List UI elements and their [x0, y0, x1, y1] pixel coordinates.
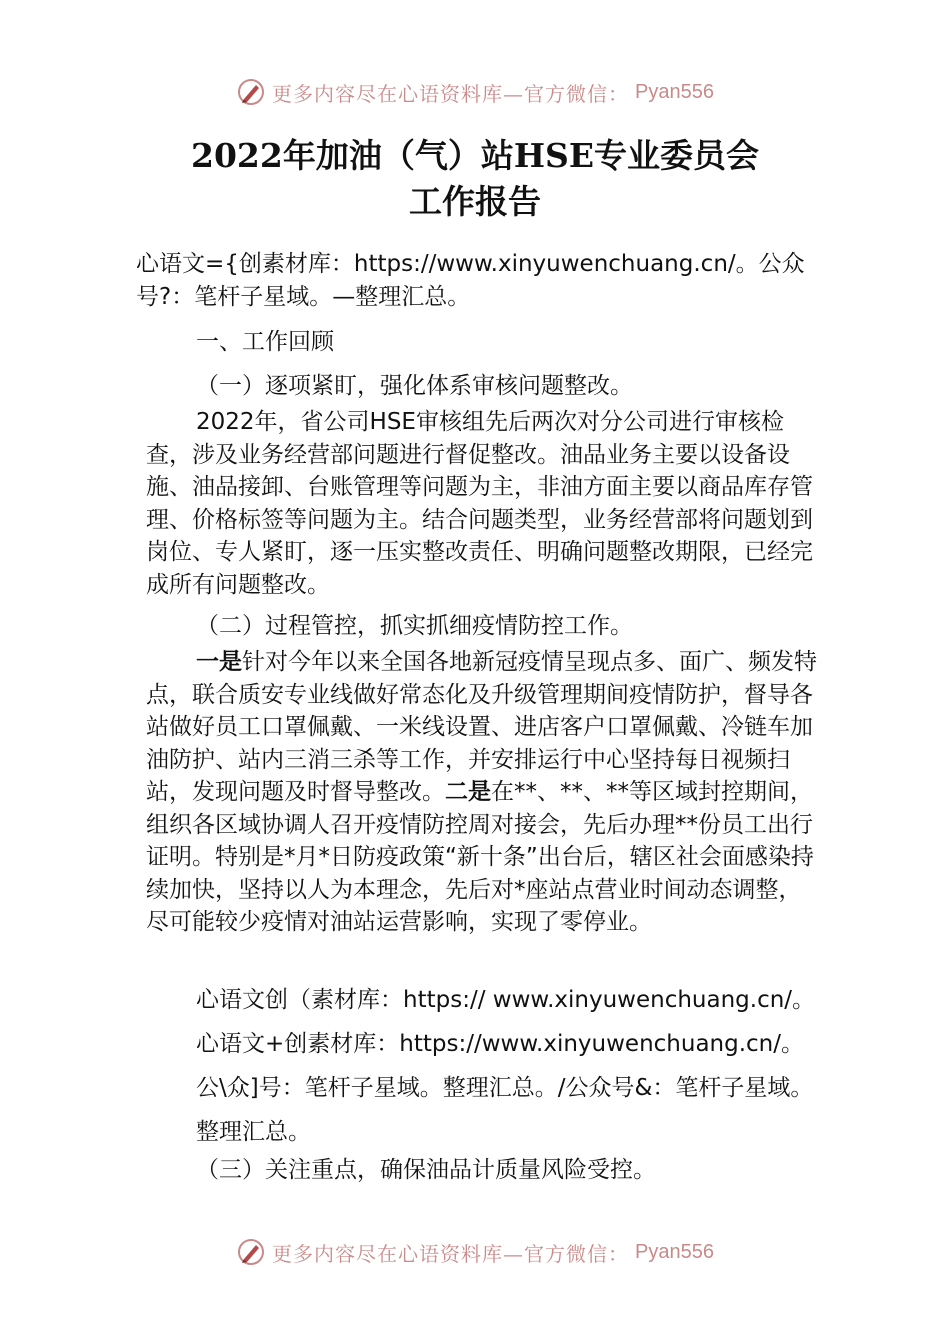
watermark-wechat-id: Pyan556 [635, 1240, 714, 1263]
footer-watermark [0, 1232, 950, 1272]
subsection-heading-3: （三）关注重点，确保油品计质量风险受控。 [196, 1157, 656, 1183]
watermark-text: 更多内容尽在心语资料库—官方微信： [272, 81, 630, 106]
point-one-label: 一是 [196, 649, 242, 675]
document-title-line1: 2022年加油（气）站HSE专业委员会 [190, 136, 759, 175]
subsection-heading-1: （一）逐项紧盯，强化体系审核问题整改。 [196, 373, 633, 399]
subsection-body-1: 2022年，省公司HSE审核组先后两次对分公司进行审核检查，涉及业务经营部问题进行督促整改。油品业务主要以设备设施、油品接卸、台账管理等问题为主，非油方面主要以商品库存管理、价格标签等问题为主。结合问题类型，业务经营部将问题划到岗位、专人紧盯，逐一压实整改责任、明确问题整改期限，已经完成所有问题整改。 [146, 409, 813, 598]
point-two-text: 在**、**、**等区域封控期间，组织各区域协调人召开疫情防控周对接会，先后办理**份员工出行证明。特别是*月*日防疫政策“新十条”出台后，辖区社会面感染持续加快，坚持以人为本理念，先后对*座站点营业时间动态调整，尽可能较少疫情对油站运营影响，实现了零停业。 [146, 779, 814, 935]
source-note-2: 心语文创（素材库：https:// www.xinyuwenchuang.cn/。心语文+创素材库：https://www.xinyuwenchuang.cn/。公\众]号：笔杆子星域。整理汇总。/公众号&：笔杆子星域。整理汇总。 [196, 987, 816, 1145]
watermark-text: 更多内容尽在心语资料库—官方微信： [272, 1241, 630, 1266]
point-one-text: 针对今年以来全国各地新冠疫情呈现点多、面广、频发特点，联合质安专业线做好常态化及升级管理期间疫情防护，督导各站做好员工口罩佩戴、一米线设置、进店客户口罩佩戴、冷链车加油防护、站内三消三杀等工作，并安排运行中心坚持每日视频扫站，发现问题及时督导整改。 [146, 649, 817, 805]
subsection-body-2 [146, 646, 822, 939]
point-two-label: 二是 [445, 779, 491, 805]
subsection-heading-2: （二）过程管控，抓实抓细疫情防控工作。 [196, 613, 633, 639]
source-note: 心语文={创素材库：https://www.xinyuwenchuang.cn/。公众号?：笔杆子星域。—整理汇总。 [136, 251, 805, 310]
section-heading-review: 一、工作回顾 [196, 329, 334, 355]
watermark-wechat-id: Pyan556 [635, 80, 714, 103]
header-watermark [0, 72, 950, 112]
pen-logo-icon [236, 77, 266, 107]
document-title-line2: 工作报告 [409, 182, 541, 221]
pen-logo-icon [236, 1237, 266, 1267]
